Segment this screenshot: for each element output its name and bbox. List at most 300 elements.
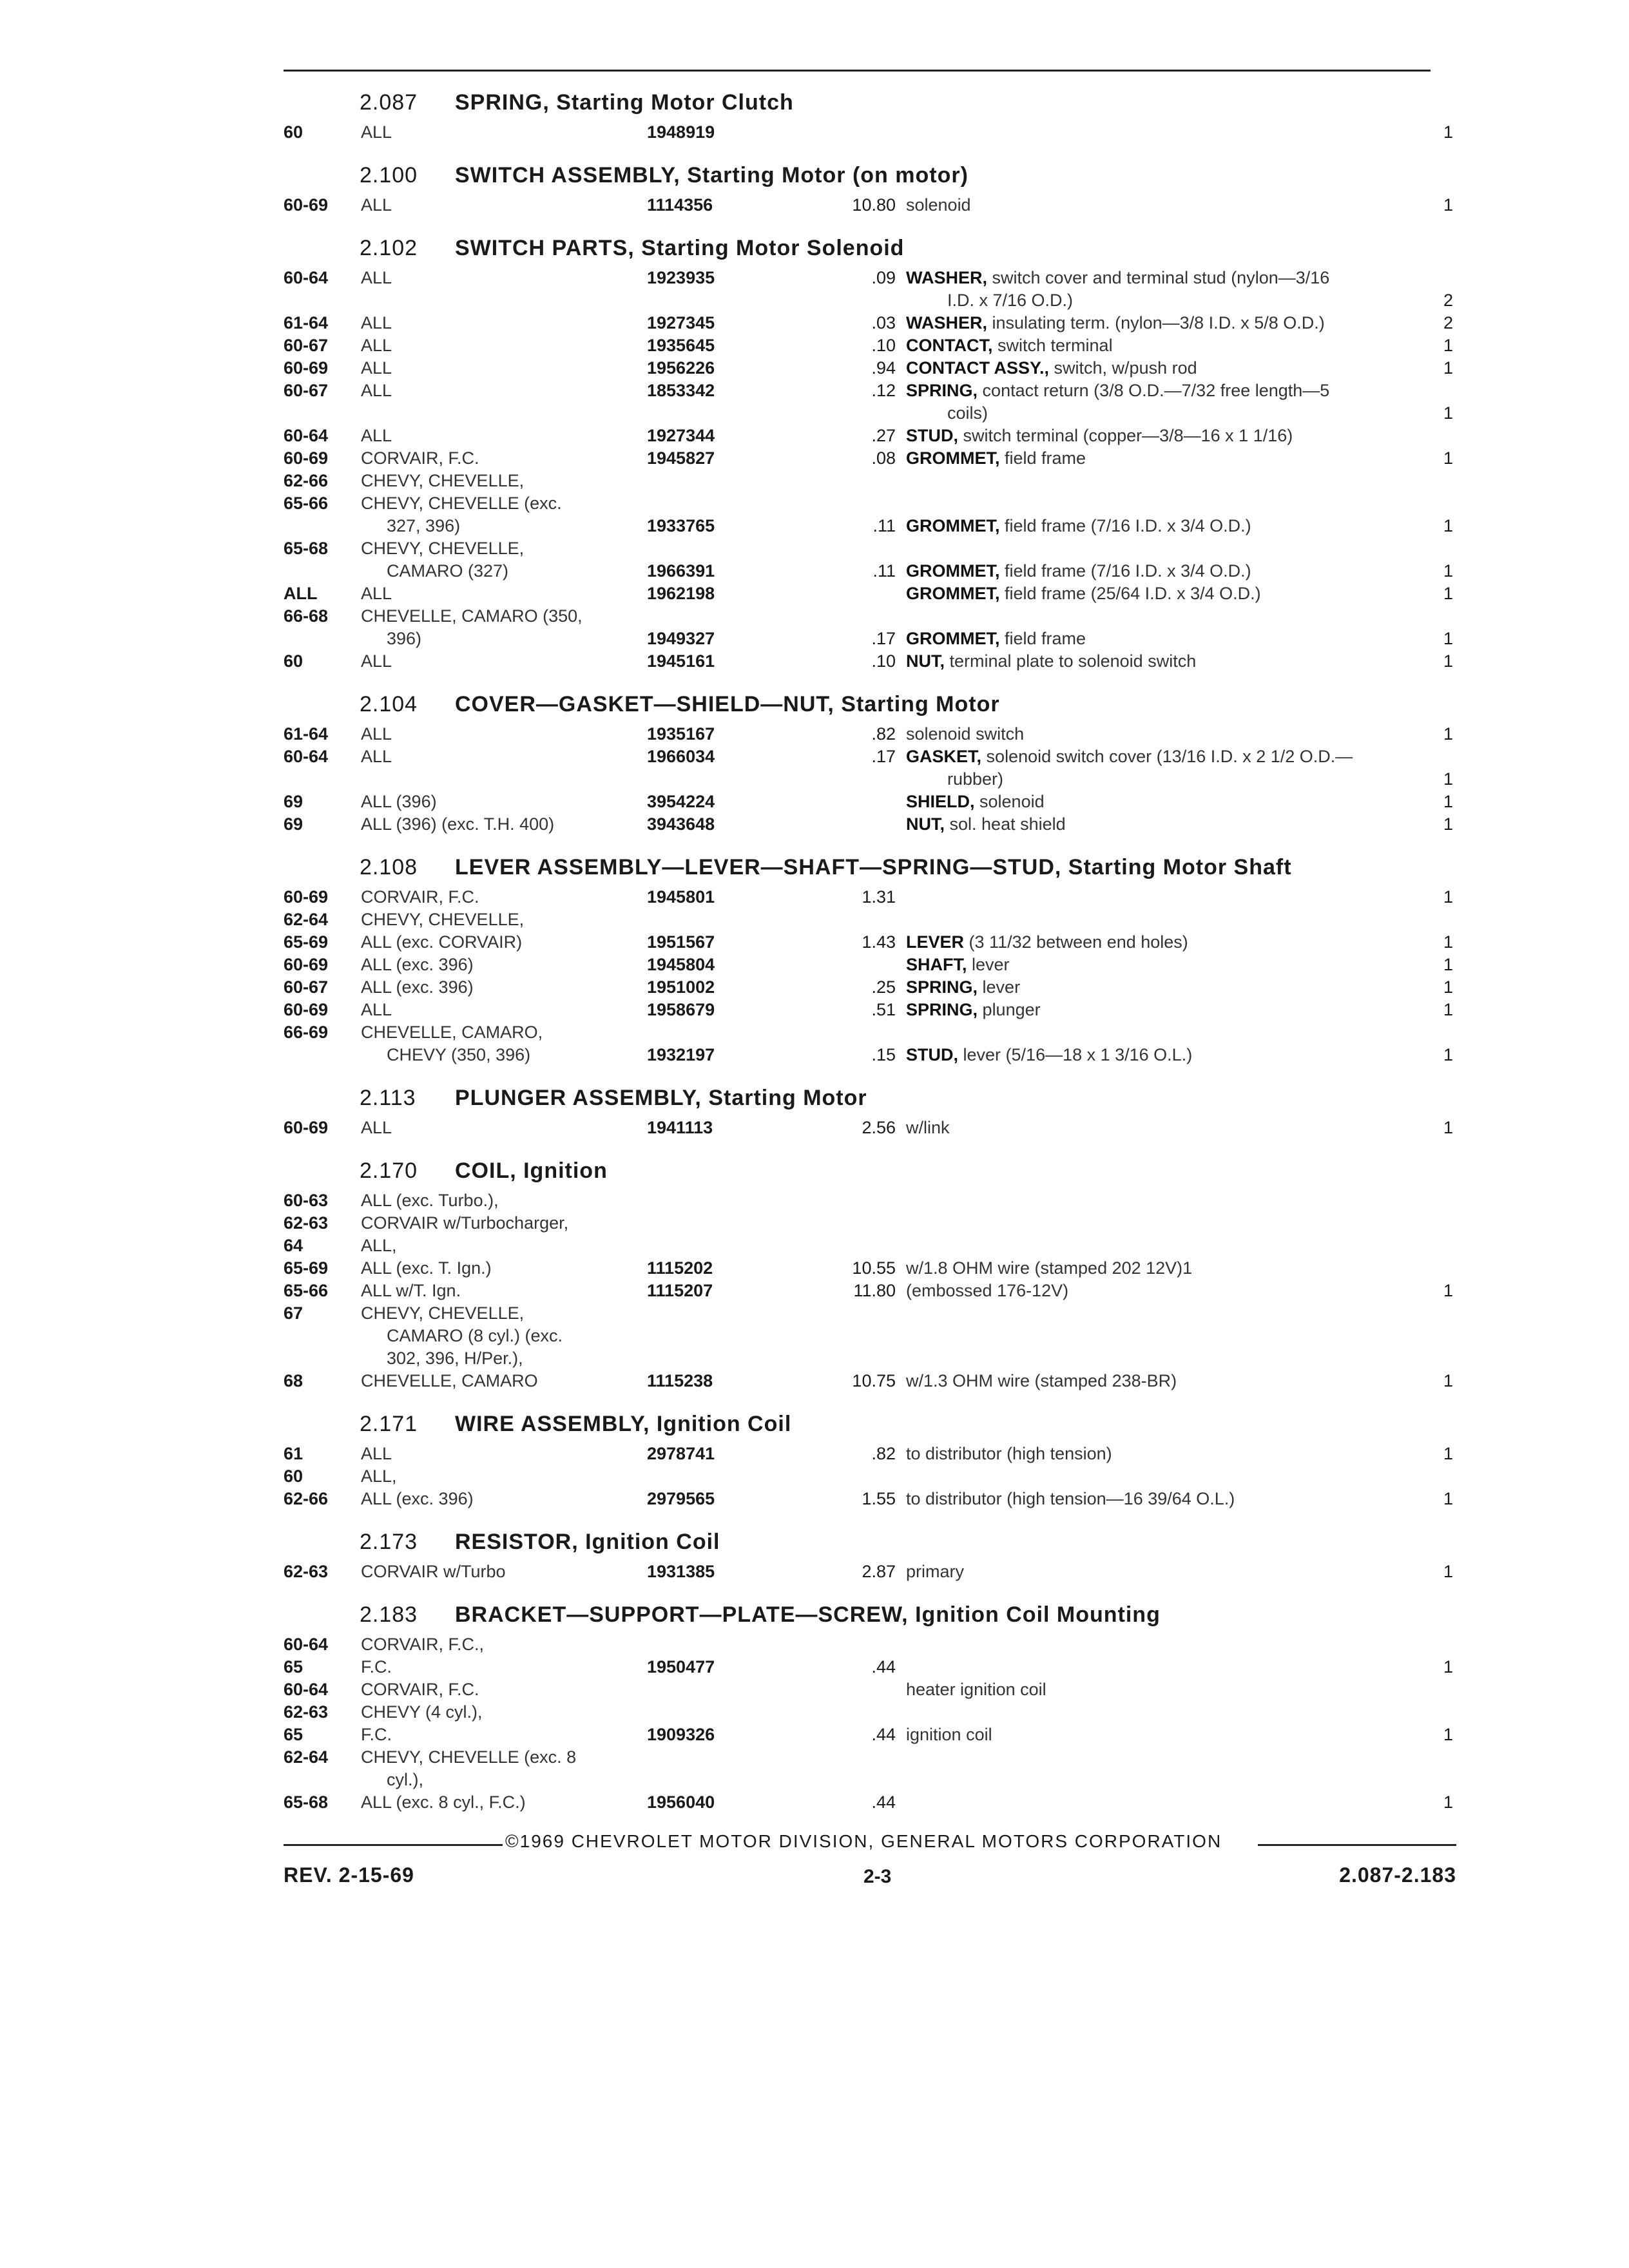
part-detail: field frame (7/16 I.D. x 3/4 O.D.) — [1005, 516, 1251, 535]
model-applicability: ALL (396) — [361, 792, 437, 811]
model-year: 62-66 — [284, 1489, 329, 1508]
section-heading — [284, 850, 1443, 887]
part-row — [284, 792, 1454, 814]
quantity: 1 — [1443, 1562, 1454, 1581]
model-applicability: CHEVELLE, CAMARO, — [361, 1023, 543, 1042]
section-range: 2.087-2.183 — [1339, 1863, 1456, 1887]
model-year: 62-63 — [284, 1562, 329, 1581]
model-applicability: ALL, — [361, 1466, 397, 1486]
part-name: STUD, — [906, 426, 958, 445]
quantity: 1 — [1443, 1281, 1454, 1300]
part-description — [906, 955, 1010, 975]
model-year: 69 — [284, 814, 304, 834]
model-year: 60-69 — [284, 887, 329, 907]
part-detail: (3 11/32 between end holes) — [969, 932, 1188, 952]
quantity: 1 — [1443, 1792, 1454, 1812]
model-applicability: ALL (exc. CORVAIR) — [361, 932, 523, 952]
page-number: 2-3 — [863, 1866, 892, 1887]
quantity: 2 — [1443, 313, 1454, 332]
part-number: 1115202 — [647, 1258, 713, 1278]
part-number: 1948919 — [647, 122, 715, 142]
part-row — [284, 1281, 1454, 1303]
model-applicability: CHEVY, CHEVELLE, — [361, 471, 525, 490]
part-name: SHAFT, — [906, 955, 967, 974]
section-heading — [284, 1597, 1443, 1635]
list-price: 10.75 — [852, 1371, 896, 1390]
part-number: 1114356 — [647, 195, 713, 215]
part-description — [906, 1371, 1177, 1391]
part-detail: to distributor (high tension—16 39/64 O.L.) — [906, 1489, 1235, 1508]
part-description — [906, 584, 1261, 604]
part-number: 1945801 — [647, 887, 715, 907]
part-number: 1949327 — [647, 629, 715, 648]
part-name: GROMMET, — [906, 516, 1000, 535]
list-price: .17 — [871, 629, 896, 648]
part-number: 1945161 — [647, 651, 715, 671]
model-applicability: ALL — [361, 651, 392, 671]
quantity: 1 — [1443, 1118, 1454, 1137]
part-row — [284, 561, 1454, 584]
part-number: 3943648 — [647, 814, 715, 834]
part-row — [284, 403, 1454, 426]
part-row — [284, 358, 1454, 381]
model-applicability: ALL — [361, 122, 392, 142]
section-title: WIRE ASSEMBLY, Ignition Coil — [455, 1412, 792, 1436]
section-2-170 — [284, 1153, 1454, 1394]
part-description — [906, 814, 1066, 834]
part-number: 1115238 — [647, 1371, 713, 1390]
quantity: 1 — [1443, 1444, 1454, 1463]
part-row — [284, 336, 1454, 358]
part-description — [906, 1258, 1192, 1278]
section-2-102 — [284, 231, 1454, 674]
list-price: .82 — [871, 1444, 896, 1463]
part-description — [906, 792, 1045, 812]
list-price: .08 — [871, 448, 896, 468]
part-number: 1927345 — [647, 313, 715, 332]
part-row — [284, 1236, 1443, 1258]
section-number: 2.173 — [360, 1530, 418, 1554]
model-applicability: CHEVY (4 cyl.), — [361, 1702, 483, 1722]
part-detail: solenoid — [979, 792, 1045, 811]
part-row — [284, 471, 1443, 494]
part-number: 1958679 — [647, 1000, 715, 1019]
list-price: .44 — [871, 1792, 896, 1812]
part-row — [284, 1371, 1454, 1394]
part-description — [906, 932, 1188, 952]
model-applicability: ALL — [361, 426, 392, 445]
model-applicability: ALL — [361, 381, 392, 400]
model-year: 60-64 — [284, 1680, 329, 1699]
part-description — [906, 561, 1251, 581]
model-year: 60-67 — [284, 336, 329, 355]
part-description — [906, 651, 1196, 671]
part-description — [906, 313, 1325, 333]
section-title: SWITCH ASSEMBLY, Starting Motor (on motor) — [455, 163, 969, 187]
model-applicability: ALL w/T. Ign. — [361, 1281, 461, 1300]
part-description — [906, 1118, 950, 1138]
model-applicability: ALL — [361, 336, 392, 355]
part-row — [284, 1680, 1443, 1702]
quantity: 1 — [1443, 1725, 1454, 1744]
part-row — [284, 1702, 1443, 1725]
section-heading — [284, 687, 1443, 724]
model-year: 65-68 — [284, 1792, 329, 1812]
section-number: 2.113 — [360, 1086, 416, 1110]
part-row — [284, 1213, 1443, 1236]
model-year: 65 — [284, 1725, 304, 1744]
part-detail: w/1.3 OHM wire (stamped 238-BR) — [906, 1371, 1177, 1390]
model-year: 69 — [284, 792, 304, 811]
part-name: CONTACT, — [906, 336, 993, 355]
part-row — [284, 122, 1454, 145]
model-applicability: F.C. — [361, 1725, 392, 1744]
part-number: 1935645 — [647, 336, 715, 355]
part-number: 1927344 — [647, 426, 715, 445]
model-year: 62-66 — [284, 471, 329, 490]
part-row — [284, 747, 1443, 769]
part-row — [284, 1118, 1454, 1140]
model-year: 65-69 — [284, 1258, 329, 1278]
section-number: 2.170 — [360, 1158, 418, 1183]
part-description — [906, 381, 1329, 401]
part-row — [284, 606, 1443, 629]
part-detail: (embossed 176-12V) — [906, 1281, 1069, 1300]
model-applicability: ALL — [361, 1444, 392, 1463]
model-applicability: ALL (exc. Turbo.), — [361, 1191, 499, 1210]
part-detail: heater ignition coil — [906, 1680, 1046, 1699]
part-number: 1966391 — [647, 561, 715, 581]
model-applicability: CHEVELLE, CAMARO (350, — [361, 606, 583, 626]
quantity: 1 — [1443, 336, 1454, 355]
model-applicability: CHEVY (350, 396) — [387, 1045, 531, 1064]
section-title: RESISTOR, Ignition Coil — [455, 1530, 720, 1554]
model-applicability: ALL (exc. 396) — [361, 955, 474, 974]
part-row — [284, 977, 1454, 1000]
part-number: 1956040 — [647, 1792, 715, 1812]
section-number: 2.100 — [360, 163, 418, 187]
section-2-183 — [284, 1597, 1454, 1815]
part-detail: primary — [906, 1562, 965, 1581]
part-description — [906, 629, 1086, 649]
section-2-100 — [284, 158, 1454, 218]
part-name: SPRING, — [906, 381, 978, 400]
part-description — [906, 724, 1024, 744]
model-applicability: ALL, — [361, 1236, 397, 1255]
quantity: 1 — [1443, 1045, 1454, 1064]
part-detail: switch cover and terminal stud (nylon—3/16 — [992, 268, 1330, 287]
quantity: 1 — [1443, 516, 1454, 535]
part-row — [284, 1657, 1454, 1680]
part-row — [284, 769, 1454, 792]
footer-rule-right — [1258, 1844, 1456, 1846]
part-description — [906, 1444, 1112, 1464]
part-number: 1945827 — [647, 448, 715, 468]
section-number: 2.102 — [360, 236, 418, 260]
quantity: 1 — [1443, 977, 1454, 997]
model-applicability: ALL — [361, 195, 392, 215]
list-price: .25 — [871, 977, 896, 997]
part-row — [284, 381, 1443, 403]
model-year: 65 — [284, 1657, 304, 1677]
part-number: 2978741 — [647, 1444, 715, 1463]
part-detail: field frame (25/64 I.D. x 3/4 O.D.) — [1005, 584, 1261, 603]
list-price: 11.80 — [853, 1281, 896, 1300]
part-row — [284, 291, 1454, 313]
section-number: 2.108 — [360, 855, 418, 879]
model-year: 65-69 — [284, 932, 329, 952]
part-row — [284, 629, 1454, 651]
model-year: 60-64 — [284, 1635, 329, 1654]
model-year: 60-69 — [284, 195, 329, 215]
section-2-171 — [284, 1407, 1454, 1512]
part-number: 1853342 — [647, 381, 715, 400]
part-description — [906, 195, 971, 215]
page-footer — [284, 1830, 1456, 1901]
section-2-173 — [284, 1524, 1454, 1584]
model-year: 60-69 — [284, 1118, 329, 1137]
copyright-text: ©1969 CHEVROLET MOTOR DIVISION, GENERAL MOTORS CORPORATION — [505, 1831, 1222, 1851]
part-detail: coils) — [947, 403, 988, 423]
model-applicability: ALL — [361, 358, 392, 378]
model-year: 60-69 — [284, 955, 329, 974]
part-description — [947, 403, 988, 423]
list-price: .10 — [871, 651, 896, 671]
part-number: 1951567 — [647, 932, 715, 952]
part-row — [284, 651, 1454, 674]
part-detail: I.D. x 7/16 O.D.) — [947, 291, 1074, 310]
quantity: 1 — [1443, 955, 1454, 974]
section-title: COVER—GASKET—SHIELD—NUT, Starting Motor — [455, 692, 1000, 716]
part-number: 1941113 — [647, 1118, 713, 1137]
quantity: 1 — [1443, 1371, 1454, 1390]
section-heading — [284, 1407, 1443, 1444]
model-year: 60-64 — [284, 747, 329, 766]
list-price: .44 — [871, 1657, 896, 1677]
quantity: 1 — [1443, 1000, 1454, 1019]
quantity: 1 — [1443, 561, 1454, 581]
part-row — [284, 1303, 1443, 1326]
part-description — [947, 769, 1003, 789]
model-year: 66-68 — [284, 606, 329, 626]
part-number: 1951002 — [647, 977, 715, 997]
model-applicability: CHEVY, CHEVELLE (exc. — [361, 494, 562, 513]
part-number: 1956226 — [647, 358, 715, 378]
part-name: GROMMET, — [906, 561, 1000, 581]
list-price: 10.80 — [852, 195, 896, 215]
part-description — [947, 291, 1073, 311]
part-detail: lever (5/16—18 x 1 3/16 O.L.) — [963, 1045, 1193, 1064]
model-year: 61-64 — [284, 313, 329, 332]
part-row — [284, 494, 1443, 516]
model-applicability: CORVAIR, F.C., — [361, 1635, 485, 1654]
part-row — [284, 887, 1454, 910]
section-2-113 — [284, 1081, 1454, 1140]
model-year: 60 — [284, 1466, 304, 1486]
part-detail: to distributor (high tension) — [906, 1444, 1112, 1463]
list-price: .51 — [871, 1000, 896, 1019]
part-name: WASHER, — [906, 313, 988, 332]
part-number: 1923935 — [647, 268, 715, 287]
section-2-104 — [284, 687, 1454, 837]
model-year: 60-64 — [284, 426, 329, 445]
model-applicability: ALL — [361, 747, 392, 766]
quantity: 1 — [1443, 403, 1454, 423]
part-description — [906, 1281, 1068, 1301]
part-detail: solenoid — [906, 195, 971, 215]
part-number: 1945804 — [647, 955, 715, 974]
quantity: 1 — [1443, 814, 1454, 834]
list-price: 1.43 — [862, 932, 896, 952]
part-row — [284, 1191, 1443, 1213]
list-price: .11 — [872, 561, 896, 581]
model-year: 61-64 — [284, 724, 329, 744]
part-number: 1966034 — [647, 747, 715, 766]
part-detail: sol. heat shield — [949, 814, 1066, 834]
model-year: 60-64 — [284, 268, 329, 287]
list-price: .17 — [871, 747, 896, 766]
part-detail: switch, w/push rod — [1054, 358, 1197, 378]
section-title: SWITCH PARTS, Starting Motor Solenoid — [455, 236, 905, 260]
model-applicability: 327, 396) — [387, 516, 461, 535]
section-heading — [284, 158, 1443, 195]
section-title: SPRING, Starting Motor Clutch — [455, 90, 794, 115]
part-number: 1115207 — [647, 1281, 713, 1300]
part-row — [284, 1747, 1443, 1770]
section-heading — [284, 1081, 1443, 1118]
part-name: WASHER, — [906, 268, 988, 287]
part-row — [284, 426, 1443, 448]
section-heading — [284, 231, 1443, 268]
quantity: 1 — [1443, 584, 1454, 603]
model-applicability: ALL (exc. 396) — [361, 1489, 474, 1508]
part-name: GROMMET, — [906, 448, 1000, 468]
section-number: 2.087 — [360, 90, 418, 115]
model-applicability: CORVAIR, F.C. — [361, 448, 479, 468]
revision-date: REV. 2-15-69 — [284, 1863, 414, 1887]
section-title: BRACKET—SUPPORT—PLATE—SCREW, Ignition Coil Mounting — [455, 1602, 1161, 1627]
part-row — [284, 1326, 1443, 1349]
quantity: 1 — [1443, 195, 1454, 215]
footer-rule-left — [284, 1844, 503, 1846]
model-year: 62-64 — [284, 910, 329, 929]
list-price: .82 — [871, 724, 896, 744]
part-row — [284, 1045, 1454, 1068]
list-price: .03 — [871, 313, 896, 332]
model-applicability: ALL (exc. T. Ign.) — [361, 1258, 492, 1278]
part-detail: w/link — [906, 1118, 950, 1137]
part-detail: solenoid switch — [906, 724, 1025, 744]
list-price: 1.31 — [862, 887, 896, 907]
model-year: 62-63 — [284, 1213, 329, 1233]
part-detail: field frame — [1005, 448, 1086, 468]
part-description — [906, 358, 1197, 378]
part-number: 1933765 — [647, 516, 715, 535]
section-title: LEVER ASSEMBLY—LEVER—SHAFT—SPRING—STUD, Starting Motor Shaft — [455, 855, 1292, 879]
part-row — [284, 1562, 1454, 1584]
quantity: 1 — [1443, 1657, 1454, 1677]
model-applicability: CAMARO (327) — [387, 561, 509, 581]
part-number: 1932197 — [647, 1045, 715, 1064]
part-row — [284, 1489, 1454, 1512]
quantity: 1 — [1443, 122, 1454, 142]
model-year: 65-66 — [284, 1281, 329, 1300]
list-price: .94 — [871, 358, 896, 378]
part-number: 2979565 — [647, 1489, 715, 1508]
part-description — [906, 1725, 992, 1745]
part-name: CONTACT ASSY., — [906, 358, 1050, 378]
model-applicability: CORVAIR w/Turbo — [361, 1562, 506, 1581]
model-applicability: CAMARO (8 cyl.) (exc. — [387, 1326, 563, 1345]
list-price: .11 — [872, 516, 896, 535]
part-detail: switch terminal (copper—3/8—16 x 1 1/16) — [963, 426, 1293, 445]
model-applicability: ALL — [361, 268, 392, 287]
quantity: 1 — [1443, 724, 1454, 744]
part-name: GASKET, — [906, 747, 982, 766]
model-applicability: ALL — [361, 584, 392, 603]
model-applicability: CORVAIR, F.C. — [361, 1680, 479, 1699]
part-description — [906, 1000, 1041, 1020]
model-applicability: cyl.), — [387, 1770, 423, 1789]
model-applicability: ALL (396) (exc. T.H. 400) — [361, 814, 555, 834]
part-description — [906, 977, 1020, 997]
part-number: 1909326 — [647, 1725, 715, 1744]
part-description — [906, 1045, 1192, 1065]
model-year: 62-64 — [284, 1747, 329, 1767]
model-year: 60-69 — [284, 448, 329, 468]
list-price: 10.55 — [852, 1258, 896, 1278]
section-number: 2.183 — [360, 1602, 418, 1627]
parts-sections — [284, 85, 1454, 1828]
part-row — [284, 268, 1443, 291]
model-year: 60 — [284, 122, 304, 142]
section-title: PLUNGER ASSEMBLY, Starting Motor — [455, 1086, 867, 1110]
part-name: SPRING, — [906, 977, 978, 997]
part-row — [284, 1725, 1454, 1747]
part-number: 1935167 — [647, 724, 715, 744]
model-applicability: CHEVY, CHEVELLE, — [361, 910, 525, 929]
list-price: 2.56 — [862, 1118, 896, 1137]
list-price: .15 — [871, 1045, 896, 1064]
model-applicability: CHEVY, CHEVELLE, — [361, 539, 525, 558]
part-row — [284, 448, 1454, 471]
part-name: GROMMET, — [906, 629, 1000, 648]
section-heading — [284, 1153, 1443, 1191]
part-description — [906, 747, 1353, 767]
model-year: 60-67 — [284, 977, 329, 997]
part-detail: field frame — [1005, 629, 1086, 648]
part-description — [906, 426, 1293, 446]
model-applicability: F.C. — [361, 1657, 392, 1677]
part-detail: field frame (7/16 I.D. x 3/4 O.D.) — [1005, 561, 1251, 581]
part-detail: contact return (3/8 O.D.—7/32 free length—5 — [982, 381, 1330, 400]
list-price: .10 — [871, 336, 896, 355]
part-number: 1962198 — [647, 584, 715, 603]
part-description — [906, 448, 1086, 468]
model-applicability: CORVAIR w/Turbocharger, — [361, 1213, 569, 1233]
quantity: 1 — [1443, 932, 1454, 952]
model-year: 60-69 — [284, 358, 329, 378]
part-detail: rubber) — [947, 769, 1004, 789]
part-row — [284, 516, 1454, 539]
section-2-108 — [284, 850, 1454, 1068]
part-row — [284, 1444, 1454, 1466]
part-row — [284, 955, 1454, 977]
list-price: 2.87 — [862, 1562, 896, 1581]
quantity: 1 — [1443, 651, 1454, 671]
model-applicability: CORVAIR, F.C. — [361, 887, 479, 907]
part-description — [906, 516, 1251, 536]
